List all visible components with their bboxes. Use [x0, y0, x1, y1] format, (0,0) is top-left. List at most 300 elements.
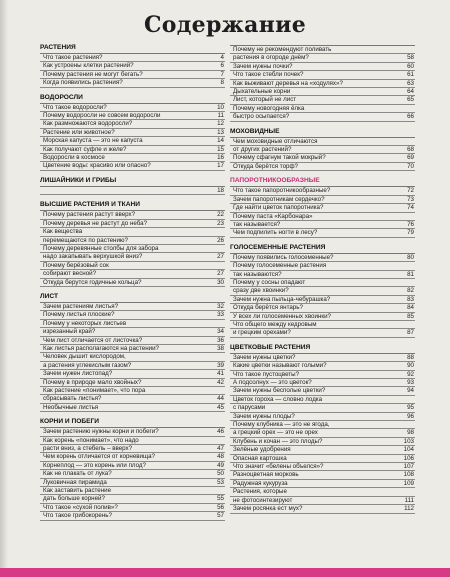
- toc-entry[interactable]: [230, 221, 415, 229]
- page-title: Содержание: [143, 12, 307, 38]
- toc-entry-title: Откуда берётся торф?: [233, 162, 298, 170]
- toc-entry-page: 96: [407, 412, 414, 420]
- toc-entry-page: 55: [217, 495, 224, 503]
- toc-entry[interactable]: [230, 196, 415, 204]
- toc-entry[interactable]: [230, 296, 415, 304]
- toc-entry[interactable]: [40, 279, 225, 287]
- toc-entry-page: 79: [407, 229, 414, 237]
- toc-entry[interactable]: [40, 470, 225, 478]
- toc-entry-title: Что такое водоросли?: [43, 103, 107, 111]
- toc-entry-page: 48: [217, 453, 224, 461]
- toc-entry[interactable]: [40, 328, 225, 336]
- toc-entry-title: Почему сфагнум такой мокрый?: [233, 154, 326, 162]
- toc-entry[interactable]: [230, 379, 415, 387]
- toc-entry-title: Цветок гороха — словно лодка: [233, 395, 323, 403]
- toc-entry-page: 32: [217, 302, 224, 310]
- toc-entry-page: 84: [407, 304, 414, 312]
- toc-entry-page: 95: [407, 404, 414, 412]
- toc-entry[interactable]: [40, 395, 225, 403]
- toc-entry-title: Человек дышит кислородом,: [43, 353, 126, 361]
- toc-entry-title: Как растение «понимает», что пора: [43, 387, 146, 394]
- toc-entry[interactable]: [40, 154, 225, 162]
- toc-entry[interactable]: [230, 421, 415, 429]
- toc-entry-title: а грецкий орех — это не орех: [233, 429, 318, 437]
- toc-entry-page: 44: [217, 395, 224, 403]
- toc-entry[interactable]: [230, 446, 415, 454]
- toc-entry-page: 98: [407, 429, 414, 437]
- section-heading: ГОЛОСЕМЕННЫЕ РАСТЕНИЯ: [230, 243, 326, 251]
- toc-entry-title: Необычные листья: [43, 403, 99, 411]
- toc-entry-page: 30: [217, 278, 224, 286]
- toc-entry[interactable]: [230, 480, 415, 488]
- toc-entry-title: сбрасывать листья?: [43, 395, 102, 403]
- toc-entry[interactable]: [40, 370, 225, 378]
- toc-entry-page: 80: [407, 253, 414, 261]
- toc-entry[interactable]: [230, 371, 415, 379]
- toc-entry[interactable]: [230, 254, 415, 262]
- toc-entry[interactable]: [230, 387, 415, 395]
- toc-entry-page: 38: [217, 344, 224, 352]
- toc-entry[interactable]: [40, 337, 225, 345]
- toc-entry[interactable]: [40, 262, 225, 270]
- toc-entry-title: Зачем нужны цветки?: [233, 353, 296, 361]
- toc-entry-page: 76: [407, 220, 414, 228]
- toc-entry[interactable]: [40, 462, 225, 470]
- toc-entry-page: 112: [404, 505, 414, 513]
- toc-entry-page: 49: [217, 461, 224, 469]
- toc-section: [230, 45, 415, 122]
- toc-entry-title: Луковичная пирамида: [43, 478, 107, 486]
- toc-entry-title: собирают весной?: [43, 270, 97, 278]
- toc-entry-title: Почему появились голосеменные?: [233, 253, 334, 261]
- toc-entry[interactable]: [40, 228, 225, 236]
- toc-entry-page: 6: [220, 62, 224, 70]
- toc-entry-title: Цветение воды: красиво или опасно?: [43, 162, 151, 170]
- toc-entry-title: Чем моховидные отличаются: [233, 137, 318, 145]
- toc-entry-page: 93: [407, 379, 414, 386]
- toc-entry-title: Зачем нужна пыльца-чебурашка?: [233, 295, 331, 303]
- toc-entry-page: 81: [407, 270, 414, 278]
- toc-entry-title: Когда появились растения?: [43, 79, 123, 87]
- toc-entry-title: не фотосинтезируют: [233, 496, 293, 504]
- toc-entry[interactable]: [40, 129, 225, 137]
- toc-entry-page: 33: [217, 311, 224, 319]
- toc-entry-page: 11: [217, 112, 224, 120]
- toc-entry-title: Почему голосеменные растения: [233, 262, 327, 270]
- toc-entry[interactable]: [230, 362, 415, 370]
- toc-entry[interactable]: [40, 245, 225, 253]
- toc-entry[interactable]: [40, 362, 225, 370]
- toc-entry[interactable]: [230, 105, 415, 113]
- toc-entry[interactable]: [230, 429, 415, 437]
- toc-entries: [230, 353, 415, 514]
- toc-entry[interactable]: [230, 471, 415, 479]
- toc-entry[interactable]: [230, 404, 415, 412]
- toc-entry[interactable]: [230, 354, 415, 362]
- toc-entry-page: 58: [407, 54, 414, 62]
- toc-entry[interactable]: [230, 213, 415, 221]
- toc-entry-page: 66: [407, 113, 414, 121]
- toc-entry-title: Что значит «белены объелся»?: [233, 463, 324, 471]
- toc-entry[interactable]: [40, 320, 225, 328]
- toc-entry[interactable]: [40, 512, 225, 520]
- toc-entry[interactable]: [230, 413, 415, 421]
- toc-entry-title: Растение или животное?: [43, 128, 115, 136]
- toc-section: [40, 177, 225, 195]
- toc-entry-title: Как выживают деревья на «ходулях»?: [233, 79, 343, 87]
- toc-entry-page: 16: [217, 154, 224, 162]
- toc-entry[interactable]: [40, 479, 225, 487]
- toc-entry-page: 73: [407, 195, 414, 203]
- toc-entries: [40, 302, 225, 412]
- toc-entry[interactable]: [40, 404, 225, 412]
- toc-entry-page: 61: [407, 71, 414, 79]
- toc-entry[interactable]: [40, 379, 225, 387]
- toc-entry[interactable]: [230, 80, 415, 88]
- toc-entry[interactable]: [230, 163, 415, 171]
- toc-entry[interactable]: [230, 229, 415, 237]
- toc-entry-title: перемещаются по растению?: [43, 236, 128, 244]
- toc-section: [40, 201, 225, 287]
- toc-entry-page: 45: [217, 403, 224, 411]
- toc-entry-page: 111: [404, 496, 414, 504]
- toc-entry-title: и грецким орехами?: [233, 329, 291, 337]
- toc-entry-page: 12: [217, 120, 224, 128]
- toc-entry[interactable]: [230, 54, 415, 62]
- toc-entry-page: 17: [217, 162, 224, 170]
- toc-entry[interactable]: [230, 63, 415, 71]
- toc-entry-page: 15: [217, 145, 224, 153]
- toc-entry-page: 63: [407, 79, 414, 87]
- toc-entry[interactable]: [40, 445, 225, 453]
- toc-entries: [230, 137, 415, 172]
- toc-entry-title: так называется?: [233, 220, 281, 228]
- toc-entry-page: 27: [217, 270, 224, 278]
- toc-entry-title: дать больше корней?: [43, 495, 105, 503]
- toc-entry-page: 65: [407, 96, 414, 104]
- toc-entry-title: Что такое папоротникообразные?: [233, 187, 331, 195]
- toc-entry[interactable]: [40, 104, 225, 112]
- toc-entry-title: Растения, которые: [233, 488, 287, 496]
- toc-entry-title: Зачем растениям листья?: [43, 302, 119, 310]
- toc-entry-page: 106: [403, 454, 414, 462]
- toc-entry-page: 53: [217, 478, 224, 486]
- toc-entry[interactable]: [40, 353, 225, 361]
- toc-entry-title: Чем лист отличается от листочка?: [43, 336, 143, 344]
- toc-entry-page: 85: [407, 312, 414, 320]
- toc-entry-page: 72: [407, 187, 414, 195]
- section-heading: ЦВЕТКОВЫЕ РАСТЕНИЯ: [230, 343, 311, 351]
- toc-entry-title: с парусами: [233, 404, 266, 412]
- toc-entry-title: Зелёные удобрения: [233, 446, 291, 454]
- toc-entry[interactable]: [40, 137, 225, 145]
- toc-entry-page: 83: [407, 295, 414, 303]
- toc-entry-page: 46: [217, 428, 224, 436]
- toc-entry-title: У всех ли голосеменных хвоинки?: [233, 312, 331, 320]
- toc-entry[interactable]: [40, 453, 225, 461]
- toc-entry-title: Что такое грибокорень?: [43, 512, 112, 520]
- toc-entry-title: Какие цветки называют голыми?: [233, 362, 327, 370]
- toc-entry-title: а растения углекислым газом?: [43, 361, 132, 369]
- toc-entry-page: 74: [407, 204, 414, 212]
- bottom-accent-bar: [0, 568, 450, 577]
- toc-entry-page: 69: [407, 154, 414, 162]
- toc-entry[interactable]: [40, 345, 225, 353]
- section-heading: МОХОВИДНЫЕ: [230, 127, 280, 135]
- toc-entry[interactable]: [40, 437, 225, 445]
- toc-entry[interactable]: [230, 262, 415, 270]
- toc-entry-page: 23: [217, 219, 224, 227]
- toc-entry-page: 64: [407, 88, 414, 96]
- toc-right-column: [230, 44, 415, 514]
- toc-entry-page: 7: [220, 70, 224, 78]
- toc-entry[interactable]: [40, 211, 225, 219]
- toc-entry-title: Зачем нужны почки?: [233, 62, 293, 70]
- toc-entry[interactable]: [40, 311, 225, 319]
- toc-entry-page: 14: [217, 137, 224, 145]
- toc-entry-title: Что такое растения?: [43, 54, 103, 61]
- toc-entry-page: 26: [217, 236, 224, 244]
- toc-entry-title: Опасная картошка: [233, 454, 287, 462]
- section-heading: ЛИШАЙНИКИ И ГРИБЫ: [40, 176, 117, 184]
- toc-entry[interactable]: [40, 303, 225, 311]
- toc-entry[interactable]: [230, 455, 415, 463]
- toc-section: [40, 94, 225, 171]
- toc-entry-title: Почему паста «Карбонара»: [233, 212, 313, 220]
- toc-entries: [40, 186, 225, 195]
- toc-entry-page: 27: [217, 253, 224, 261]
- toc-entry-title: Лист, который не лист: [233, 96, 297, 104]
- toc-entry-page: 104: [403, 446, 414, 454]
- book-spine-shadow: [0, 0, 8, 577]
- toc-section: [230, 344, 415, 514]
- toc-entry-page: 107: [403, 463, 414, 471]
- toc-entry[interactable]: [230, 271, 415, 279]
- toc-entry-title: так называются?: [233, 270, 282, 278]
- toc-entry[interactable]: [40, 220, 225, 228]
- toc-entry-title: Что такое «сухой полив»?: [43, 503, 118, 511]
- toc-entry-title: расти вниз, а стебель – вверх?: [43, 445, 133, 453]
- toc-entry-page: 60: [407, 62, 414, 70]
- toc-entry-page: 108: [403, 471, 414, 479]
- toc-entry-title: Откуда берётся янтарь?: [233, 304, 303, 312]
- toc-entry[interactable]: [230, 204, 415, 212]
- toc-entry-page: 68: [407, 146, 414, 154]
- toc-entry-title: Почему у сосны опадают: [233, 278, 306, 286]
- toc-entry-page: 34: [217, 328, 224, 336]
- toc-entry[interactable]: [40, 120, 225, 128]
- toc-entry-page: 92: [407, 370, 414, 378]
- toc-entry[interactable]: [40, 487, 225, 495]
- toc-entry[interactable]: [230, 71, 415, 79]
- toc-entry-title: Зачем нужны бесполые цветки?: [233, 387, 326, 395]
- toc-entry[interactable]: [230, 396, 415, 404]
- toc-entry-title: Почему в природе мало хвойных?: [43, 378, 142, 386]
- toc-section: [40, 293, 225, 412]
- toc-entry[interactable]: [40, 54, 225, 62]
- toc-entry[interactable]: [230, 187, 415, 195]
- toc-entry[interactable]: [40, 112, 225, 120]
- toc-entries: [40, 427, 225, 520]
- toc-entries: [40, 53, 225, 88]
- toc-entry[interactable]: [40, 71, 225, 79]
- toc-entries: [40, 103, 225, 171]
- toc-entry[interactable]: [40, 387, 225, 395]
- toc-section: [40, 44, 225, 88]
- toc-entry[interactable]: [40, 253, 225, 261]
- section-heading: РАСТЕНИЯ: [40, 44, 76, 51]
- toc-entry-title: Почему деревянные столбы для забора: [43, 244, 159, 252]
- toc-entry-title: Радужная кукуруза: [233, 479, 288, 487]
- toc-entry[interactable]: [230, 329, 415, 337]
- toc-entries: [230, 186, 415, 237]
- toc-entry-page: 8: [220, 79, 224, 87]
- toc-entry[interactable]: [40, 495, 225, 503]
- toc-entry-title: Как не плакать от лука?: [43, 470, 112, 478]
- toc-entry-title: Как вещества: [43, 228, 83, 236]
- toc-entry-title: Зачем нужны плоды?: [233, 412, 295, 420]
- toc-entry-title: Где найти цветок папоротника?: [233, 204, 324, 212]
- toc-entry-title: Почему клубника — это не ягода,: [233, 421, 330, 429]
- toc-section: [230, 244, 415, 338]
- section-heading: ЛИСТ: [40, 292, 58, 300]
- toc-entry-title: быстро осыпается?: [233, 113, 290, 121]
- toc-entry-title: растения в огороде днём?: [233, 54, 309, 62]
- toc-entry-title: Почему листья плоские?: [43, 311, 115, 319]
- toc-entry-page: 94: [407, 387, 414, 395]
- toc-entry-page: 4: [220, 54, 224, 61]
- toc-entry[interactable]: [40, 270, 225, 278]
- toc-entry-page: 36: [217, 336, 224, 344]
- toc-entry-title: Разноцветная морковь: [233, 471, 299, 479]
- toc-entry[interactable]: [40, 187, 225, 195]
- toc-entry[interactable]: [40, 146, 225, 154]
- toc-entry-title: Зачем росянка ест мух?: [233, 505, 303, 513]
- section-heading: ВЫСШИЕ РАСТЕНИЯ И ТКАНИ: [40, 201, 140, 209]
- toc-entry[interactable]: [40, 79, 225, 87]
- toc-entries: [230, 253, 415, 338]
- toc-entry-page: 22: [217, 211, 224, 219]
- toc-section: [230, 128, 415, 172]
- section-heading: ПАПОРОТНИКООБРАЗНЫЕ: [230, 177, 320, 185]
- toc-entry-page: 41: [217, 370, 224, 378]
- toc-entry-title: Что общего между кедровым: [233, 320, 317, 328]
- toc-entry-page: 10: [217, 103, 224, 111]
- toc-entry-title: Морская капуста — это не капуста: [43, 137, 143, 145]
- toc-entry[interactable]: [230, 287, 415, 295]
- toc-entry[interactable]: [40, 428, 225, 436]
- toc-entries: [230, 45, 415, 122]
- toc-entry-title: А подсолнух — это цветок?: [233, 379, 312, 386]
- toc-entry-page: 56: [217, 503, 224, 511]
- toc-entry-page: 70: [407, 162, 414, 170]
- toc-entry-title: Почему водоросли не совсем водоросли: [43, 112, 161, 120]
- toc-entry[interactable]: [230, 279, 415, 287]
- toc-entry-page: 50: [217, 470, 224, 478]
- toc-entry-title: Зачем папоротникам сердечко?: [233, 195, 325, 203]
- toc-entry[interactable]: [230, 113, 415, 121]
- toc-entry-title: Почему у некоторых листьев: [43, 319, 127, 327]
- toc-entry-title: Почему не рекомендуют поливать: [233, 46, 332, 53]
- toc-entry[interactable]: [230, 88, 415, 96]
- toc-entry-page: 13: [217, 128, 224, 136]
- toc-entry-title: Клубень и кочан — это плоды?: [233, 437, 323, 445]
- toc-entry[interactable]: [230, 304, 415, 312]
- toc-entry-title: Зачем нужен листопад?: [43, 370, 113, 378]
- toc-entry-title: Как устроены клетки растений?: [43, 62, 134, 70]
- toc-left-column: [40, 44, 225, 521]
- toc-entry[interactable]: [230, 138, 415, 146]
- toc-entry[interactable]: [230, 154, 415, 162]
- toc-entry-title: Как получают суфле и желе?: [43, 145, 127, 153]
- toc-entry-page: 39: [217, 361, 224, 369]
- toc-entry-title: изрезанный край?: [43, 328, 96, 336]
- toc-entry-title: Что такое стебли почек?: [233, 71, 304, 79]
- toc-entry-page: 42: [217, 378, 224, 386]
- toc-entry-page: 82: [407, 287, 414, 295]
- toc-entry-title: Корнеплод — это корень или плод?: [43, 461, 146, 469]
- toc-entry-title: Почему растения растут вверх?: [43, 211, 136, 219]
- toc-entry-title: Почему растения не могут бегать?: [43, 70, 143, 78]
- toc-entry-page: 103: [403, 437, 414, 445]
- toc-entry[interactable]: [40, 62, 225, 70]
- toc-entry-page: 109: [403, 479, 414, 487]
- toc-entry[interactable]: [230, 313, 415, 321]
- toc-entry-title: Чем подпилить ногти в лесу?: [233, 229, 318, 237]
- toc-entry-title: Как заставить растение: [43, 487, 112, 495]
- section-heading: ВОДОРОСЛИ: [40, 93, 83, 101]
- toc-entry[interactable]: [230, 438, 415, 446]
- toc-entry[interactable]: [230, 497, 415, 505]
- toc-entry-title: Как размножаются водоросли?: [43, 120, 133, 128]
- toc-entry[interactable]: [230, 46, 415, 54]
- toc-entry-page: 47: [217, 445, 224, 453]
- toc-entry-title: сразу две хвоинки?: [233, 287, 289, 295]
- toc-entry-title: Что такое пустоцветы?: [233, 370, 300, 378]
- toc-entry-title: Почему новогодняя ёлка: [233, 104, 305, 112]
- toc-entries: [40, 210, 225, 287]
- toc-entry-title: Как листья располагаются на растении?: [43, 344, 159, 352]
- toc-entry[interactable]: [230, 96, 415, 104]
- toc-entry-page: 88: [407, 353, 414, 361]
- toc-entry[interactable]: [40, 162, 225, 170]
- toc-entry[interactable]: [230, 463, 415, 471]
- toc-entry-title: Водоросли в космосе: [43, 154, 105, 162]
- toc-entry-title: Дыхательные корни: [233, 88, 291, 96]
- toc-entry-title: от других растений?: [233, 146, 292, 154]
- toc-entry-title: Чем корень отличается от корневища?: [43, 453, 155, 461]
- toc-entry-page: 87: [407, 329, 414, 337]
- section-heading: КОРНИ И ПОБЕГИ: [40, 418, 99, 426]
- toc-entry[interactable]: [230, 488, 415, 496]
- toc-entry[interactable]: [40, 504, 225, 512]
- toc-entry-title: Как корень «понимает», что надо: [43, 436, 139, 444]
- toc-entry[interactable]: [230, 146, 415, 154]
- toc-entry-title: Почему деревья не растут до неба?: [43, 219, 148, 227]
- toc-section: [40, 418, 225, 520]
- toc-entry-page: 90: [407, 362, 414, 370]
- toc-entry-title: Зачем растению нужны корни и побеги?: [43, 428, 159, 436]
- toc-entry-page: 57: [217, 512, 224, 520]
- toc-entry-title: надо закапывать верхушкой вниз?: [43, 253, 143, 261]
- toc-entry-page: 18: [217, 186, 224, 194]
- toc-entry-title: Откуда берутся годичные кольца?: [43, 278, 142, 286]
- toc-section: [230, 177, 415, 237]
- toc-entry[interactable]: [230, 321, 415, 329]
- toc-entry[interactable]: [230, 505, 415, 513]
- toc-entry-title: Почему берёзовый сок: [43, 261, 109, 269]
- toc-entry[interactable]: [40, 237, 225, 245]
